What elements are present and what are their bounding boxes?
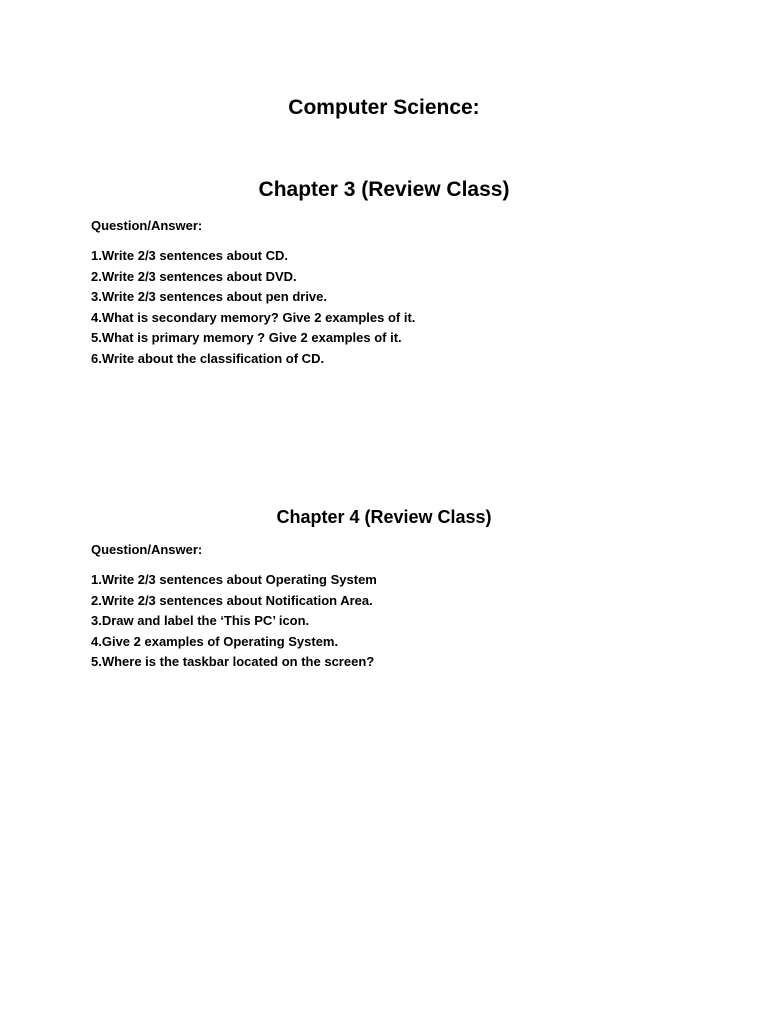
question-item: 5.Where is the taskbar located on the screen?: [91, 654, 375, 669]
chapter-4-heading: Chapter 4 (Review Class): [276, 507, 492, 527]
document-title: Computer Science:: [288, 96, 480, 119]
question-item: 5.What is primary memory ? Give 2 examples of it.: [91, 330, 402, 345]
question-item: 4.Give 2 examples of Operating System.: [91, 633, 339, 649]
question-item: 2.Write 2/3 sentences about DVD.: [91, 268, 297, 284]
chapter-3-qa-label: Question/Answer:: [91, 218, 203, 233]
question-item: 1.Write 2/3 sentences about CD.: [91, 248, 288, 263]
question-item: 4.What is secondary memory? Give 2 examples of it.: [91, 309, 416, 325]
question-item: 3.Draw and label the ‘This PC’ icon.: [91, 613, 310, 628]
question-item: 2.Write 2/3 sentences about Notification Area.: [91, 592, 373, 608]
question-item: 6.Write about the classification of CD.: [91, 350, 325, 366]
chapter-4-qa-label: Question/Answer:: [91, 542, 203, 557]
chapter-3-question-list: [91, 246, 415, 369]
chapter-4-question-list: [91, 570, 377, 673]
question-item: 3.Write 2/3 sentences about pen drive.: [91, 289, 328, 304]
question-item: 1.Write 2/3 sentences about Operating System: [91, 572, 377, 587]
chapter-3-heading: Chapter 3 (Review Class): [258, 178, 510, 201]
